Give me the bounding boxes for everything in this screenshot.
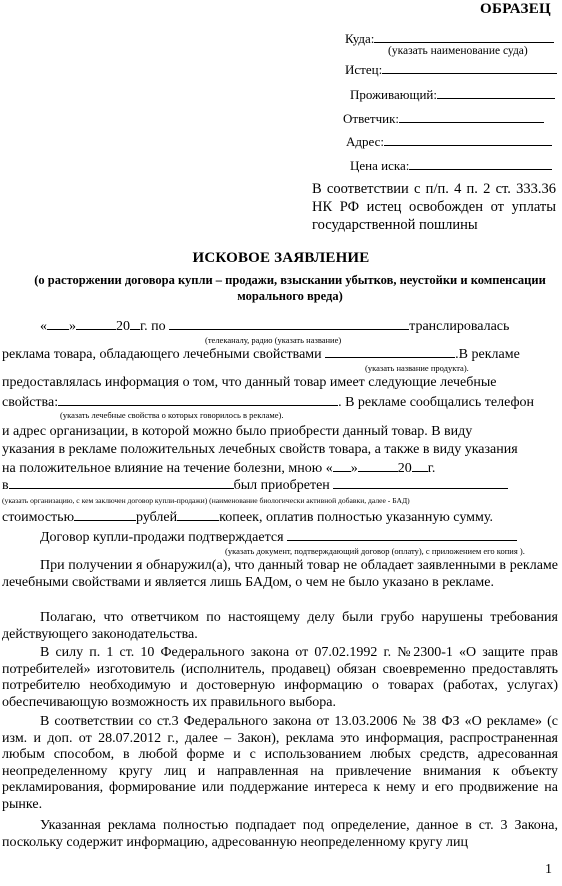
line10-text: Договор купли-продажи подтверждается [40,530,284,545]
quote-close: » [69,319,76,334]
channel-blank [169,318,409,330]
line4-prefix: свойства: [2,395,59,410]
page-number: 1 [545,862,552,877]
paragraph-5: Указанная реклама полностью подпадает под определение, данное в ст. 3 Закона, поскольку содержит информацию, адресованную неопределенному кругу лиц [2,818,558,850]
organization-blank [9,477,234,489]
claim-price-label: Цена иска: [350,158,410,173]
sample-label: ОБРАЗЕЦ [480,1,551,17]
line2-suffix: .В рекламе [455,347,520,362]
hint-organization: (указать организацию, с кем заключен договор купли-продажи) (наименование биологически активной добавки, далее - БАД) [2,496,410,505]
line4-suffix: . В рекламе сообщались телефон [338,395,535,410]
month-blank-2 [358,460,398,472]
paragraph-1: При получении я обнаружил(а), что данный товар не обладает заявленными в рекламе лечебными свойствами и является лишь БАДом, о чем не было указано в рекламе. [2,558,558,590]
body-line-4 [2,394,534,411]
plaintiff-label: Истец: [345,62,383,77]
hint-product: (указать название продукта). [365,363,469,373]
paragraph-4: В соответствии со ст.3 Федерального закона от 13.03.2006 № 38 ФЗ «О рекламе» (с изм. и доп. от 28.07.2012 г., далее – Закон), реклама это информация, распространенная любым способом, в любой форме и с использованием любых средств, адресованная неопределенному кругу лиц и направленная на привлечение внимания к объекту рекламирования, формирование или поддержание интереса к нему и его продвижение на рынке. [2,714,558,812]
body-line-7 [2,460,435,477]
to-label: Куда: [345,31,375,46]
hint-properties: (указать лечебные свойства о которых говорилось в рекламе). [60,410,284,420]
document-title: ИСКОВОЕ ЗАЯВЛЕНИЕ [192,250,370,266]
plaintiff-field [345,62,557,78]
body-line-2 [2,346,520,363]
properties-blank [58,394,338,406]
body-line-9 [2,509,493,526]
residing-blank [437,87,555,99]
quote-open: « [40,319,47,334]
year-prefix-2: 20 [397,461,412,476]
line1-by: г. по [140,319,166,334]
paragraph-3: В силу п. 1 ст. 10 Федерального закона от 07.02.1992 г. №2300-1 «О защите прав потребителей» изготовитель (исполнитель, продавец) обязан своевременно предоставлять потребителю необходимую и достоверную информацию о товарах (работах, услугах) обеспечивающую возможность их правильного выбора. [2,645,558,710]
bad-blank [333,477,508,489]
month-blank [76,318,116,330]
line8-prefix: в [2,478,9,493]
body-line-5: и адрес организации, в которой можно было приобрести данный товар. В виду [2,424,473,439]
body-line-6: указания в рекламе положительных лечебных свойств товара, а также в виду указания [2,442,518,457]
body-line-1 [40,318,509,335]
document-subtitle: (о расторжении договора купли – продажи, взыскании убытков, неустойки и компенсации морального вреда) [34,273,546,303]
rubles-blank [74,509,136,521]
document-blank [287,529,517,541]
rubles-label: рублей [136,510,178,525]
fee-exemption: В соответствии с п/п. 4 п. 2 ст. 333.36 НК РФ истец освобожден от уплаты государственной пошлины [312,181,556,233]
to-blank [374,31,554,43]
defendant-label: Ответчик: [343,111,400,126]
line7-suffix: г. [427,461,436,476]
address-field [346,134,552,150]
day-blank-2 [333,460,351,472]
body-line-10 [40,529,517,546]
defendant-blank [399,111,544,123]
address-label: Адрес: [346,134,384,149]
line2-prefix: реклама товара, обладающего лечебными свойствами [2,347,322,362]
line7-quote: » [350,461,358,476]
residing-label: Проживающий: [350,87,437,102]
plaintiff-blank [382,62,557,74]
line8-suffix: был приобретен [233,478,330,493]
year-prefix: 20 [116,319,130,334]
claim-price-blank [409,158,552,170]
paragraph-2: Полагаю, что ответчиком по настоящему делу были грубо нарушены требования действующего законодательства. [2,610,558,642]
to-hint: (указать наименование суда) [388,45,528,57]
hint-document: (указать документ, подтверждающий договор (оплату), с приложением его копия ). [225,546,525,556]
line9-suffix: копеек, оплатив полностью указанную сумму. [219,510,493,525]
line7-prefix: на положительное влияние на течение болезни, мною « [2,461,333,476]
address-blank [384,134,552,146]
line1-suffix: транслировалась [409,319,510,334]
body-line-8 [2,477,508,494]
year-blank [130,318,140,330]
day-blank [47,318,69,330]
hint-channel: (телеканалу, радио (указать название) [205,335,342,345]
body-line-3: предоставлялась информация о том, что данный товар имеет следующие лечебные [2,375,497,390]
year-blank-2 [412,460,428,472]
residing-field [350,87,555,103]
defendant-field [343,111,544,127]
line9-prefix: стоимостью [2,510,75,525]
claim-price-field [350,158,552,174]
product-blank [325,346,455,358]
kopecks-blank [177,509,219,521]
